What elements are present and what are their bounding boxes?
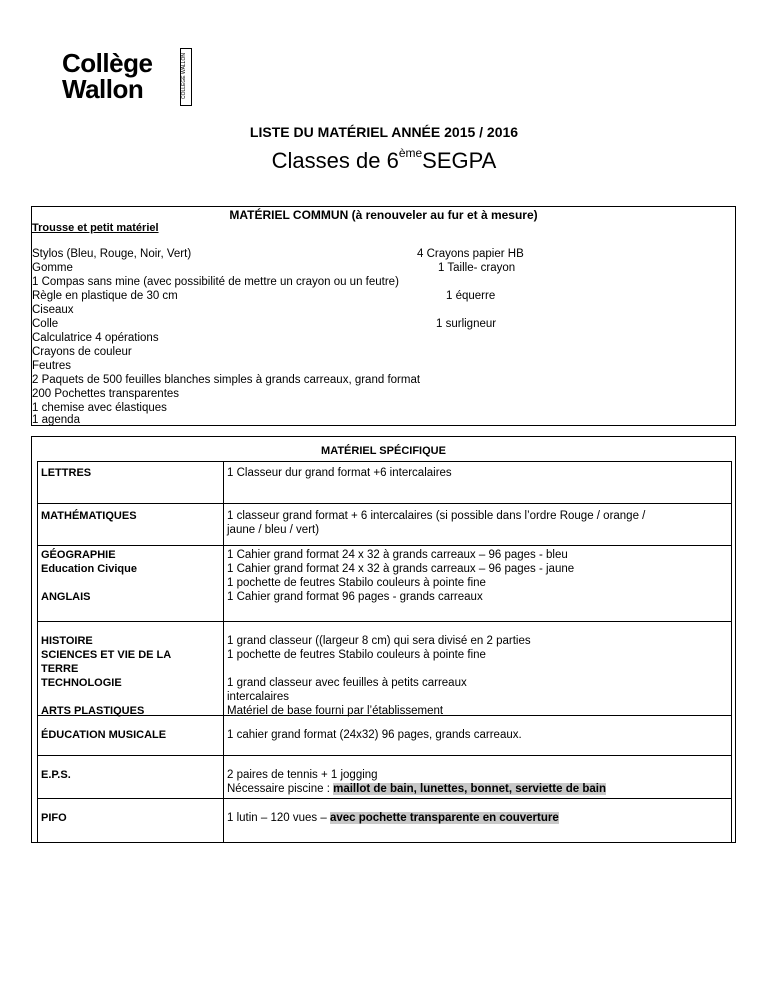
table-cell-items — [223, 715, 732, 756]
item-text: 1 grand classeur ((largeur 8 cm) qui sera divisé en 2 parties — [227, 635, 531, 647]
common-heading: MATÉRIEL COMMUN (à renouveler au fur et à mesure) — [229, 208, 538, 222]
item-text: 1 classeur grand format + 6 intercalaires (si possible dans l’ordre Rouge / orange / — [227, 510, 646, 522]
subject-label: LETTRES — [41, 467, 92, 479]
subject-label: E.P.S. — [41, 769, 71, 781]
subject-label: Education Civique — [41, 563, 137, 575]
specific-material-box — [31, 436, 736, 843]
subject-label: TECHNOLOGIE — [41, 677, 122, 689]
item-text: 1 Cahier grand format 24 x 32 à grands carreaux – 96 pages - jaune — [227, 563, 575, 575]
list-item: Colle — [32, 318, 59, 330]
subject-label: HISTOIRE — [41, 635, 93, 647]
specific-heading: MATÉRIEL SPÉCIFIQUE — [321, 445, 446, 457]
item-text: 1 Cahier grand format 96 pages - grands carreaux — [227, 591, 483, 603]
table-cell-subject — [37, 621, 224, 716]
highlighted-text: maillot de bain, lunettes, bonnet, serviette de bain — [333, 783, 606, 795]
list-item-right: 1 Taille- crayon — [438, 262, 516, 274]
subject-label: ÉDUCATION MUSICALE — [41, 729, 167, 741]
logo-side-text: COLLEGE WALLON — [180, 53, 187, 99]
item-text: Nécessaire piscine : maillot de bain, lunettes, bonnet, serviette de bain — [227, 783, 606, 795]
table-cell-items — [223, 621, 732, 716]
list-item: Règle en plastique de 30 cm — [32, 290, 178, 302]
item-text: 1 Classeur dur grand format +6 intercalaires — [227, 467, 452, 479]
page-title: LISTE DU MATÉRIEL ANNÉE 2015 / 2016 — [249, 124, 519, 140]
item-text: intercalaires — [227, 691, 289, 703]
common-material-box — [31, 206, 736, 426]
list-item: Crayons de couleur — [32, 346, 132, 358]
item-text: 1 pochette de feutres Stabilo couleurs à pointe fine — [227, 577, 486, 589]
item-text: 1 cahier grand format (24x32) 96 pages, grands carreaux. — [227, 729, 522, 741]
logo-line-1: Collège — [62, 48, 153, 78]
item-text: 2 paires de tennis + 1 jogging — [227, 769, 378, 781]
item-text: 1 lutin – 120 vues – avec pochette transparente en couverture — [227, 812, 559, 824]
list-item: Ciseaux — [32, 304, 74, 316]
subject-label: MATHÉMATIQUES — [41, 510, 137, 522]
table-cell-items — [223, 798, 732, 843]
college-logo — [62, 48, 194, 106]
table-cell-items — [223, 461, 732, 504]
logo-line-2: Wallon — [62, 74, 144, 104]
table-cell-items — [223, 545, 732, 622]
table-cell-items — [223, 755, 732, 799]
item-text: Matériel de base fourni par l’établissement — [227, 705, 444, 717]
subject-label: SCIENCES ET VIE DE LA — [41, 649, 172, 661]
list-item: Feutres — [32, 360, 71, 372]
list-item-right: 1 surligneur — [436, 318, 497, 330]
subject-label: PIFO — [41, 812, 67, 824]
list-item: Gomme — [32, 262, 73, 274]
subject-label: ANGLAIS — [41, 591, 91, 603]
common-subheading: Trousse et petit matériel — [32, 222, 159, 234]
subject-label: TERRE — [41, 663, 79, 675]
page-subtitle: Classes de 6èmeSEGPA — [271, 146, 497, 173]
table-cell-subject — [37, 715, 224, 756]
list-item: 1 Compas sans mine (avec possibilité de mettre un crayon ou un feutre) — [32, 276, 399, 288]
subject-label: ARTS PLASTIQUES — [41, 705, 145, 717]
table-cell-subject — [37, 798, 224, 843]
list-item: 2 Paquets de 500 feuilles blanches simples à grands carreaux, grand format — [32, 374, 421, 386]
table-cell-subject — [37, 755, 224, 799]
list-item-right: 1 équerre — [446, 290, 496, 302]
list-item: 1 agenda — [32, 414, 80, 426]
table-cell-subject — [37, 461, 224, 504]
item-text: 1 Cahier grand format 24 x 32 à grands carreaux – 96 pages - bleu — [227, 549, 568, 561]
list-item: 200 Pochettes transparentes — [32, 388, 180, 400]
subject-label: GÉOGRAPHIE — [41, 549, 116, 561]
list-item: 1 chemise avec élastiques — [32, 402, 167, 414]
list-item: Calculatrice 4 opérations — [32, 332, 159, 344]
logo-side-bar — [180, 48, 192, 106]
list-item: Stylos (Bleu, Rouge, Noir, Vert) — [32, 248, 192, 260]
table-cell-subject — [37, 545, 224, 622]
item-text: jaune / bleu / vert) — [227, 524, 320, 536]
list-item-right: 4 Crayons papier HB — [417, 248, 524, 260]
table-cell-subject — [37, 503, 224, 546]
item-text: 1 pochette de feutres Stabilo couleurs à pointe fine — [227, 649, 486, 661]
item-text: 1 grand classeur avec feuilles à petits carreaux — [227, 677, 467, 689]
highlighted-text: avec pochette transparente en couverture — [329, 812, 559, 824]
table-cell-items — [223, 503, 732, 546]
